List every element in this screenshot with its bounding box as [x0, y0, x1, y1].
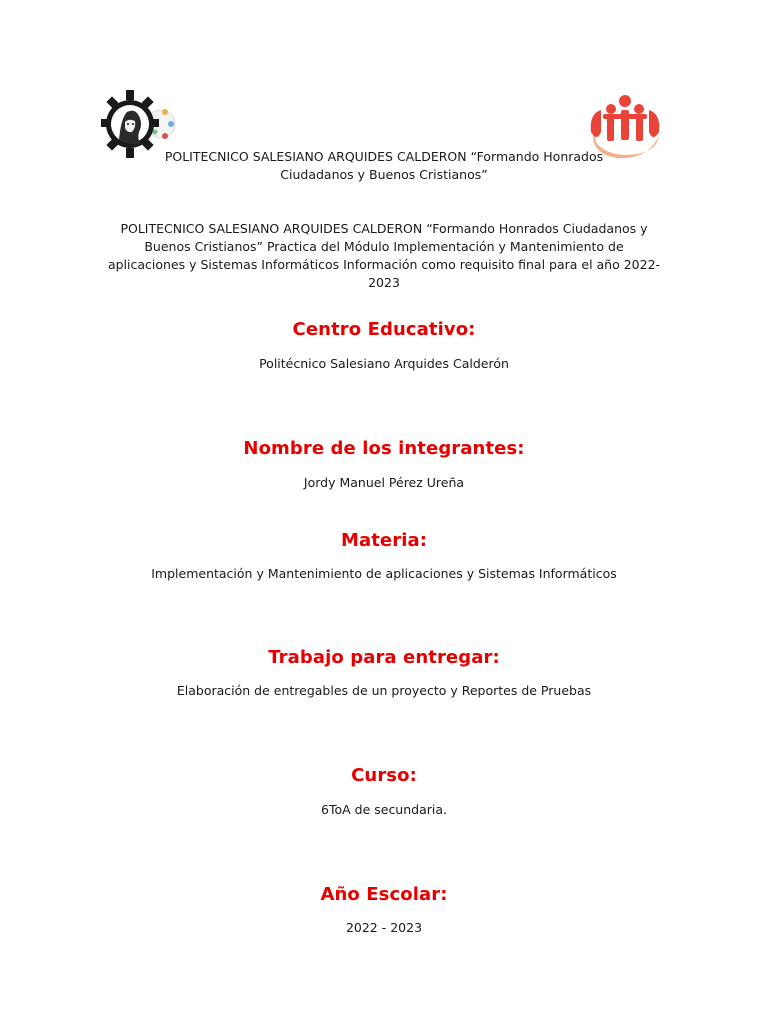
section-value-curso: 6ToA de secundaria. — [321, 802, 447, 817]
intro-paragraph: POLITECNICO SALESIANO ARQUIDES CALDERON “Formando Honrados Ciudadanos y Buenos Cristianos” Practica del Módulo Implementación y Mantenimiento de aplicaciones y Sistemas Informáticos Información como requisito final para el año 2022-2023 — [107, 221, 661, 290]
section-value-centro: Politécnico Salesiano Arquides Calderón — [259, 356, 509, 371]
section-heading-centro: Centro Educativo: — [292, 319, 476, 340]
section-value-materia: Implementación y Mantenimiento de aplicaciones y Sistemas Informáticos — [151, 566, 617, 581]
section-heading-curso: Curso: — [351, 765, 417, 786]
section-heading-trabajo: Trabajo para entregar: — [268, 647, 500, 668]
section-value-trabajo: Elaboración de entregables de un proyecto y Reportes de Pruebas — [176, 683, 592, 698]
section-heading-integrantes: Nombre de los integrantes: — [243, 438, 525, 459]
section-heading-materia: Materia: — [340, 530, 428, 551]
section-value-integrantes: Jordy Manuel Pérez Ureña — [303, 475, 465, 490]
header-title: POLITECNICO SALESIANO ARQUIDES CALDERON “Formando Honrados Ciudadanos y Buenos Cristianos” — [164, 149, 604, 182]
section-heading-ano-escolar: Año Escolar: — [320, 884, 448, 905]
section-value-ano-escolar: 2022 - 2023 — [345, 920, 423, 935]
